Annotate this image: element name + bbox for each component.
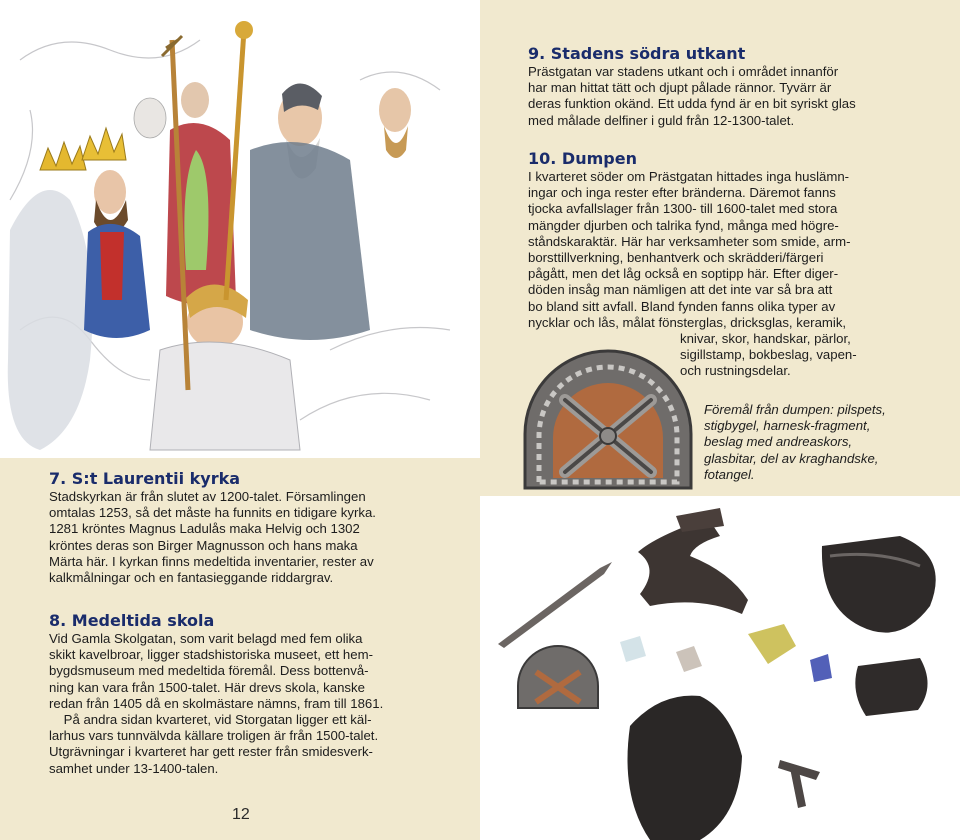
text-line: Märta här. I kyrkan finns medeltida inventarier, rester av [49, 553, 374, 569]
body-text [528, 169, 908, 331]
text-line: ingar och inga rester efter bränderna. Däremot fanns [528, 185, 836, 201]
text-line: kalkmålningar och en fantasieggande riddargrav. [49, 570, 334, 586]
text-line: nycklar och lås, målat fönsterglas, dricksglas, keramik, [528, 314, 847, 330]
andrew-cross-fitting-image [519, 342, 697, 494]
section-title: 8. Medeltida skola [49, 611, 215, 630]
section-southern-city-edge [528, 45, 923, 129]
fitting-drawing [519, 342, 697, 494]
finds-photo-drawing [480, 496, 960, 840]
text-line: Stadskyrkan är från slutet av 1200-talet. Församlingen [49, 489, 366, 504]
caption-line: stigbygel, harnesk-fragment, [704, 418, 871, 434]
caption-line: beslag med andreaskors, [704, 434, 853, 450]
text-line: har man hittat tätt och djupt pålade rännor. Tyvärr är [528, 80, 832, 96]
body-text-continued [680, 331, 910, 380]
text-line: skikt kavelbroar, ligger stadshistoriska museet, ett hem- [49, 647, 373, 663]
section-title: 9. Stadens södra utkant [528, 44, 746, 63]
caption-line: Föremål från dumpen: pilspets, [704, 402, 886, 417]
text-line: borsttillverkning, benhantverk och skrädderi/färgeri [528, 250, 824, 266]
text-line: 1281 kröntes Magnus Ladulås maka Helvig och 1302 [49, 521, 360, 537]
page-number: 12 [232, 806, 250, 823]
text-line: omtalas 1253, så det måste ha funnits en tidigare kyrka. [49, 505, 376, 521]
text-line: med målade delfiner i guld från 12-1300-talet. [528, 112, 795, 128]
text-line: knivar, skor, handskar, pärlor, [680, 331, 851, 347]
body-text [49, 631, 444, 777]
text-line: mängder djurben och talrika fynd, många med högre- [528, 217, 839, 233]
text-line: larhus vars tunnvälvda källare troligen är från 1500-talet. [49, 728, 379, 744]
text-line: och rustningsdelar. [680, 363, 791, 379]
section-medieval-school [49, 612, 444, 777]
text-line: kröntes deras son Birger Magnusson och hans maka [49, 537, 358, 553]
coronation-watercolor-illustration [0, 0, 480, 458]
text-line: deras funktion okänd. Ett udda fynd är en bit syriskt glas [528, 96, 856, 112]
finds-caption [704, 402, 929, 483]
section-st-laurentii-church [49, 470, 444, 586]
text-line: Prästgatan var stadens utkant och i området innanför [528, 64, 839, 79]
text-line: På andra sidan kvarteret, vid Storgatan ligger ett käl- [49, 712, 372, 728]
text-line: pågått, men det låg också en soptipp här. Efter diger- [528, 266, 839, 282]
body-text [49, 489, 444, 586]
text-line: Utgrävningar i kvarteret har gett rester från smidesverk- [49, 744, 373, 760]
finds-from-dump-photo [480, 496, 960, 840]
text-line: tjocka avfallslager från 1300- till 1600-talet med stora [528, 201, 838, 217]
text-line: sigillstamp, bokbeslag, vapen- [680, 347, 857, 363]
section-title: 7. S:t Laurentii kyrka [49, 469, 241, 488]
section-title: 10. Dumpen [528, 149, 637, 168]
text-line: Vid Gamla Skolgatan, som varit belagd med fem olika [49, 631, 363, 646]
text-line: ning kan vara från 1500-talet. Här drevs skola, kanske [49, 679, 365, 695]
text-line: I kvarteret söder om Prästgatan hittades inga huslämn- [528, 169, 850, 184]
text-line: bo bland sitt avfall. Bland fynden fanns olika typer av [528, 298, 836, 314]
caption-line: fotangel. [704, 466, 755, 482]
body-text [528, 64, 923, 129]
text-line: samhet under 13-1400-talen. [49, 760, 219, 776]
text-line: ståndskaraktär. Här har verksamheter som smide, arm- [528, 233, 851, 249]
caption-line: glasbitar, del av kraghandske, [704, 450, 879, 466]
text-line: döden insåg man nämligen att det inte var så bra att [528, 282, 833, 298]
text-line: redan från 1405 då en skolmästare nämns, fram till 1861. [49, 695, 384, 711]
coronation-illustration-drawing [0, 0, 480, 458]
text-line: bygdsmuseum med medeltida föremål. Dess bottenvå- [49, 663, 369, 679]
